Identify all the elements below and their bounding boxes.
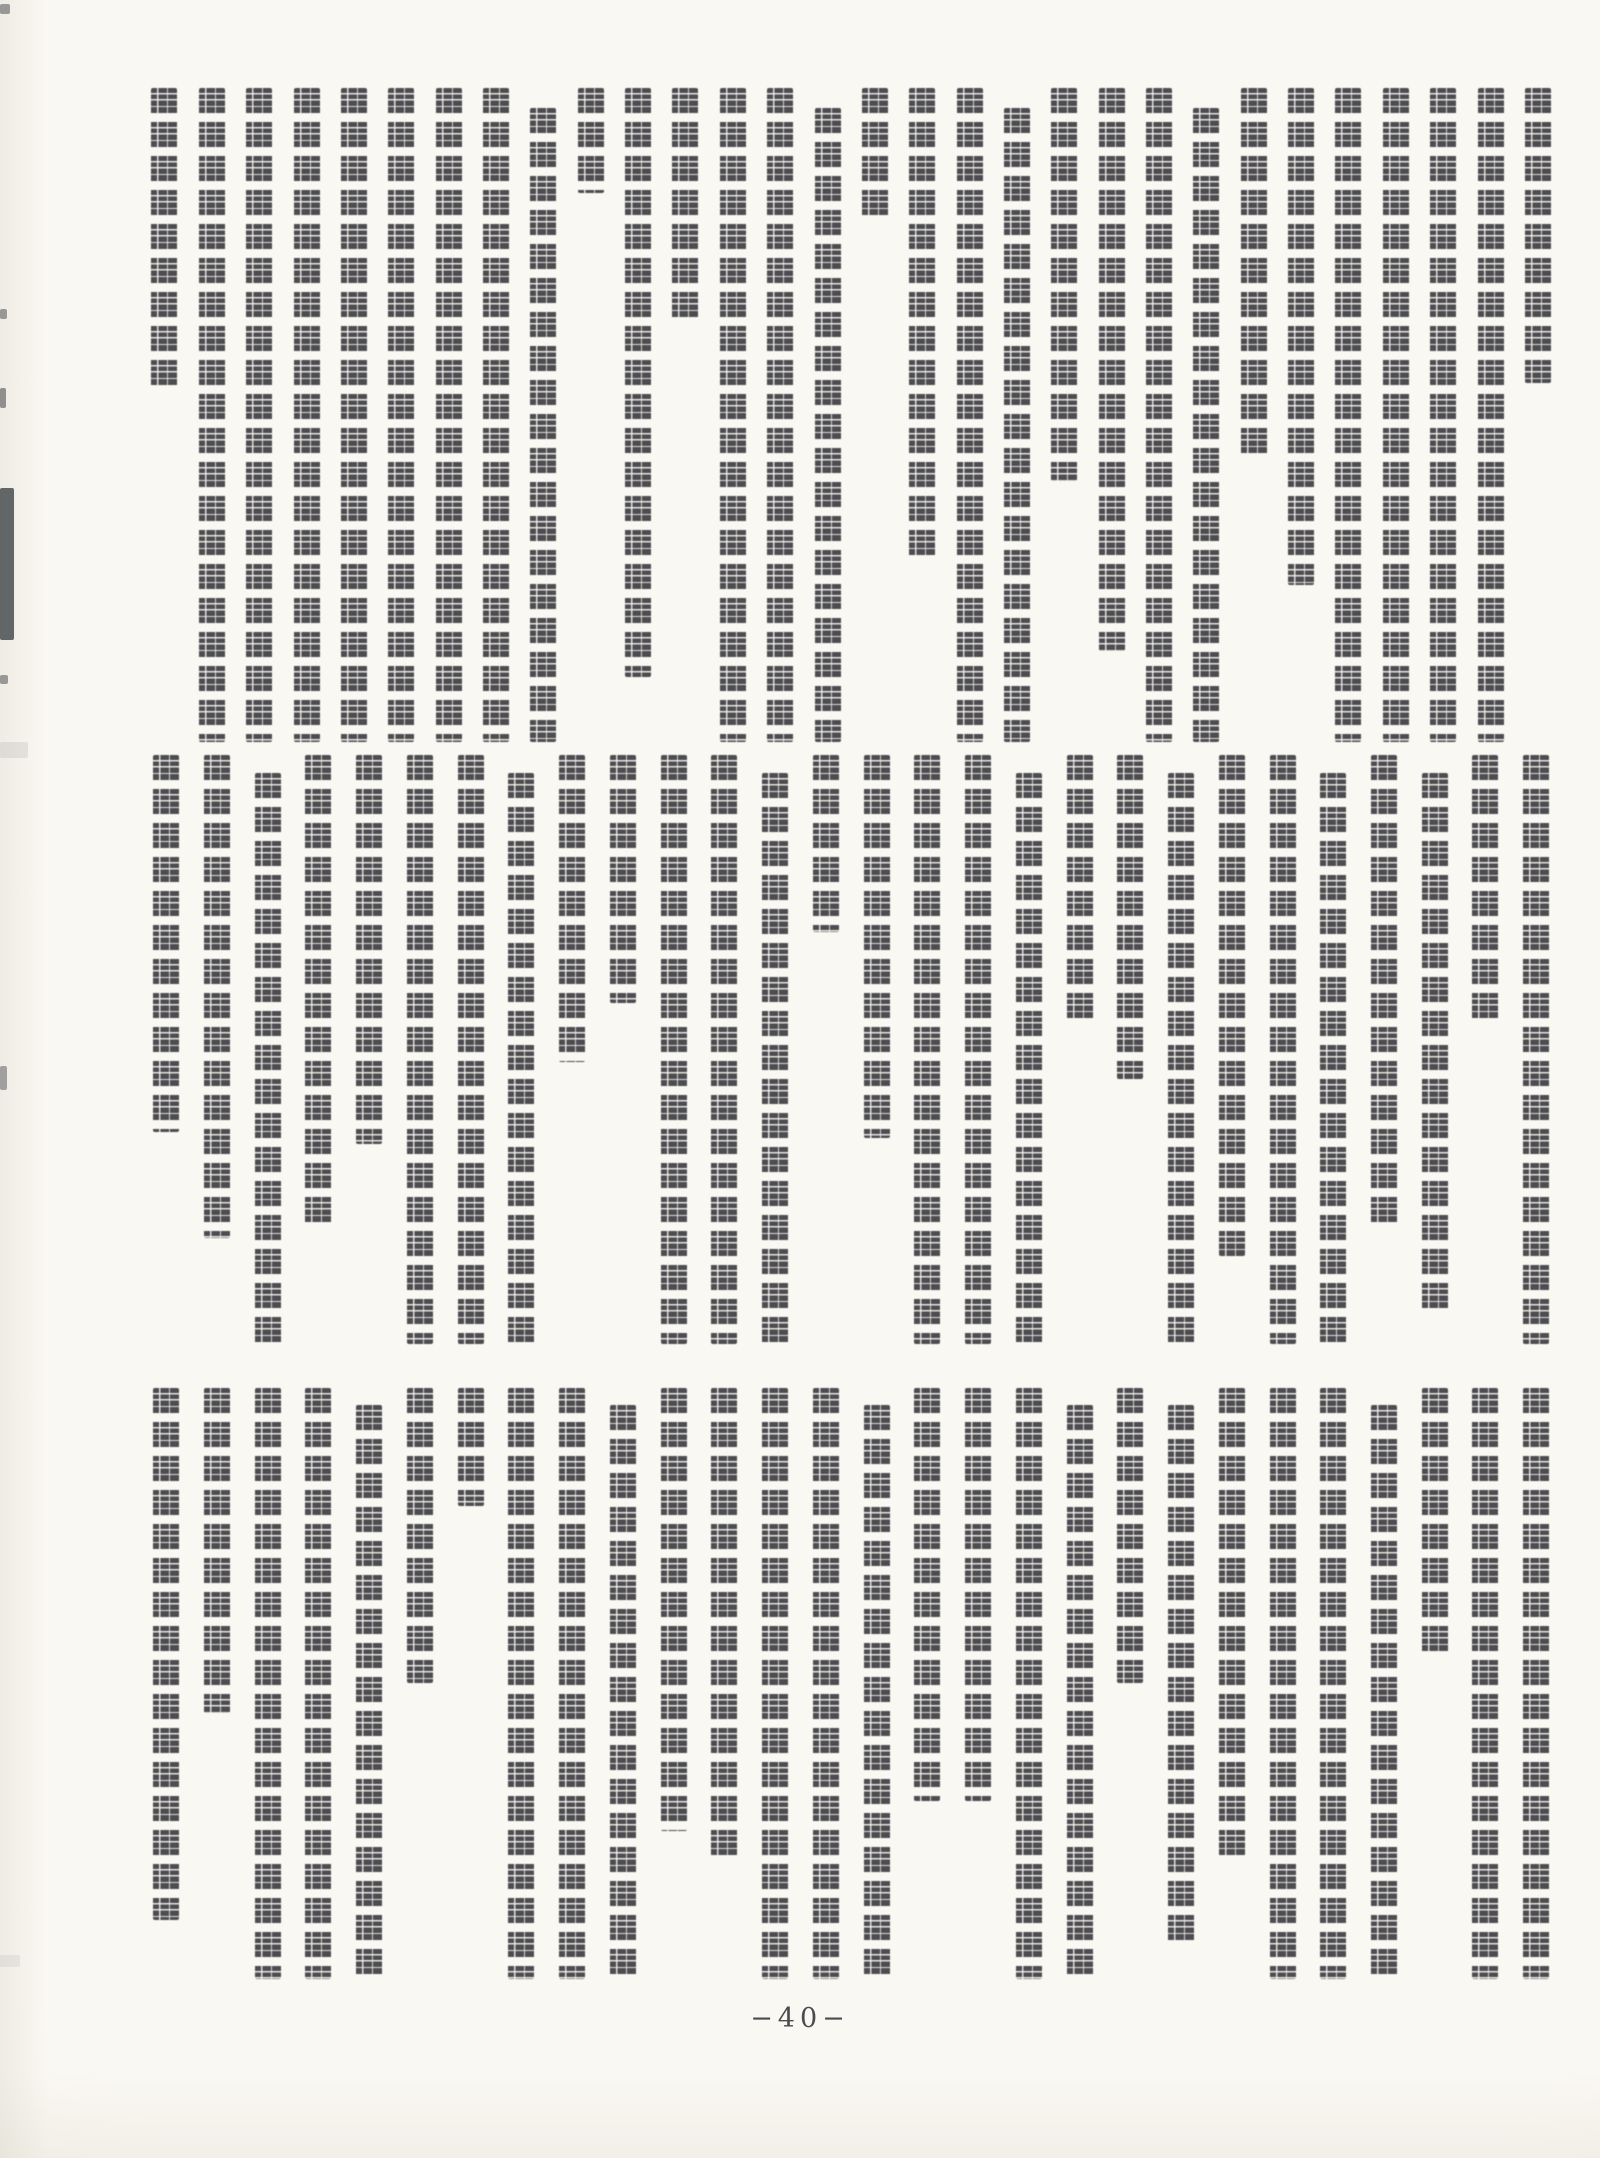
scan-artifact (0, 488, 14, 640)
redacted-text-line (914, 755, 940, 1344)
redacted-text-line (762, 773, 788, 1344)
text-column (242, 755, 293, 1344)
redacted-text-line (1523, 755, 1549, 1344)
redacted-text-line (711, 755, 737, 1344)
redacted-text-line (1117, 755, 1143, 1079)
text-column (1135, 88, 1182, 742)
redacted-text-line (1193, 108, 1219, 742)
redacted-text-line (1016, 773, 1042, 1344)
redacted-text-line (436, 88, 462, 742)
page-number: −40− (750, 2002, 850, 2034)
text-column (902, 1388, 953, 1979)
text-column (993, 88, 1040, 742)
text-column (851, 88, 898, 742)
text-column (242, 1388, 293, 1979)
redacted-text-line (672, 88, 698, 323)
text-column (141, 1388, 192, 1979)
text-column (445, 755, 496, 1344)
text-column (699, 1388, 750, 1979)
redacted-text-line (661, 755, 687, 1344)
text-column (1156, 755, 1207, 1344)
text-column (756, 88, 803, 742)
redacted-text-line (864, 1405, 890, 1979)
text-column (1511, 1388, 1562, 1979)
text-column (344, 755, 395, 1344)
text-block-2 (141, 755, 1562, 1344)
text-column (598, 1388, 649, 1979)
redacted-text-line (458, 755, 484, 1344)
text-column (946, 88, 993, 742)
text-block-1 (141, 88, 1562, 742)
redacted-text-line (1270, 755, 1296, 1344)
redacted-text-line (578, 88, 604, 193)
redacted-text-line (1371, 1405, 1397, 1979)
text-column (699, 755, 750, 1344)
text-column (648, 1388, 699, 1979)
text-column (1054, 755, 1105, 1344)
text-column (496, 755, 547, 1344)
text-column (141, 88, 188, 742)
redacted-text-line (1335, 88, 1361, 742)
text-column (614, 88, 661, 742)
redacted-text-line (813, 755, 839, 932)
redacted-text-line (559, 755, 585, 1061)
text-column (445, 1388, 496, 1979)
text-column (709, 88, 756, 742)
redacted-text-line (356, 1405, 382, 1979)
text-column (395, 755, 446, 1344)
text-column (1105, 1388, 1156, 1979)
redacted-text-line (1288, 88, 1314, 585)
redacted-text-line (815, 108, 841, 742)
redacted-text-line (1320, 1388, 1346, 1979)
redacted-text-line (1525, 88, 1551, 382)
text-column (1277, 88, 1324, 742)
text-column (899, 88, 946, 742)
text-column (520, 88, 567, 742)
text-column (567, 88, 614, 742)
text-column (1409, 755, 1460, 1344)
text-column (1257, 1388, 1308, 1979)
text-column (236, 88, 283, 742)
text-column (851, 1388, 902, 1979)
text-column (1409, 1388, 1460, 1979)
redacted-text-line (1430, 88, 1456, 742)
text-column (1308, 755, 1359, 1344)
text-column (547, 1388, 598, 1979)
text-column (283, 88, 330, 742)
text-column (1041, 88, 1088, 742)
text-column (425, 88, 472, 742)
text-column (804, 88, 851, 742)
redacted-text-line (1478, 88, 1504, 742)
text-column (1206, 1388, 1257, 1979)
redacted-text-line (458, 1388, 484, 1506)
text-column (1054, 1388, 1105, 1979)
redacted-text-line (1219, 755, 1245, 1256)
scan-artifact (0, 1955, 20, 1967)
text-column (188, 88, 235, 742)
redacted-text-line (767, 88, 793, 742)
text-column (1230, 88, 1277, 742)
text-column (648, 755, 699, 1344)
redacted-text-line (204, 1388, 230, 1713)
text-column (1156, 1388, 1207, 1979)
scan-artifact (0, 742, 28, 758)
text-column (1372, 88, 1419, 742)
redacted-text-line (1219, 1388, 1245, 1861)
redacted-text-line (508, 773, 534, 1344)
redacted-text-line (153, 1388, 179, 1920)
redacted-text-line (1067, 755, 1093, 1020)
text-column (293, 755, 344, 1344)
redacted-text-line (483, 88, 509, 742)
text-column (1003, 755, 1054, 1344)
redacted-text-line (1472, 755, 1498, 1020)
redacted-text-line (1168, 773, 1194, 1344)
scan-artifact (0, 675, 8, 684)
text-column (1257, 755, 1308, 1344)
redacted-text-line (1168, 1405, 1194, 1949)
redacted-text-line (1422, 1388, 1448, 1654)
redacted-text-line (711, 1388, 737, 1861)
text-column (395, 1388, 446, 1979)
redacted-text-line (530, 108, 556, 742)
redacted-text-line (305, 1388, 331, 1979)
redacted-text-line (1051, 88, 1077, 480)
redacted-text-line (341, 88, 367, 742)
text-column (1420, 88, 1467, 742)
redacted-text-line (1067, 1405, 1093, 1979)
redacted-text-line (153, 755, 179, 1132)
text-column (902, 755, 953, 1344)
redacted-text-line (813, 1388, 839, 1979)
text-column (330, 88, 377, 742)
scan-artifact (0, 1066, 7, 1090)
text-column (662, 88, 709, 742)
text-column (1003, 1388, 1054, 1979)
redacted-text-line (1117, 1388, 1143, 1684)
text-column (547, 755, 598, 1344)
redacted-text-line (661, 1388, 687, 1831)
text-column (1460, 1388, 1511, 1979)
text-column (1359, 755, 1410, 1344)
text-column (344, 1388, 395, 1979)
redacted-text-line (255, 1388, 281, 1979)
redacted-text-line (407, 1388, 433, 1684)
redacted-text-line (1422, 773, 1448, 1315)
redacted-text-line (914, 1388, 940, 1802)
text-column (1183, 88, 1230, 742)
redacted-text-line (1016, 1388, 1042, 1979)
text-block-3 (141, 1388, 1562, 1979)
text-column (1460, 755, 1511, 1344)
redacted-text-line (1383, 88, 1409, 742)
text-column (378, 88, 425, 742)
redacted-text-line (1523, 1388, 1549, 1979)
text-column (800, 755, 851, 1344)
text-column (1308, 1388, 1359, 1979)
redacted-text-line (356, 755, 382, 1144)
redacted-text-line (720, 88, 746, 742)
redacted-text-line (909, 88, 935, 559)
redacted-text-line (508, 1388, 534, 1979)
text-column (192, 1388, 243, 1979)
redacted-text-line (1241, 88, 1267, 454)
text-column (1511, 755, 1562, 1344)
redacted-text-line (1371, 755, 1397, 1226)
text-column (1206, 755, 1257, 1344)
redacted-text-line (246, 88, 272, 742)
redacted-text-line (204, 755, 230, 1238)
redacted-text-line (1004, 108, 1030, 742)
redacted-text-line (294, 88, 320, 742)
redacted-text-line (1099, 88, 1125, 650)
redacted-text-line (1270, 1388, 1296, 1979)
text-column (472, 88, 519, 742)
redacted-text-line (625, 88, 651, 676)
redacted-text-line (610, 755, 636, 1002)
text-column (953, 1388, 1004, 1979)
redacted-text-line (559, 1388, 585, 1979)
text-column (851, 755, 902, 1344)
redacted-text-line (1146, 88, 1172, 742)
scan-artifact (0, 388, 6, 408)
text-column (496, 1388, 547, 1979)
redacted-text-line (864, 755, 890, 1138)
redacted-text-line (1472, 1388, 1498, 1979)
redacted-text-line (610, 1405, 636, 1979)
redacted-text-line (388, 88, 414, 742)
text-column (1514, 88, 1561, 742)
text-column (1359, 1388, 1410, 1979)
text-column (1467, 88, 1514, 742)
redacted-text-line (965, 755, 991, 1344)
redacted-text-line (957, 88, 983, 742)
text-column (750, 1388, 801, 1979)
text-column (1325, 88, 1372, 742)
redacted-text-line (762, 1388, 788, 1979)
text-column (1105, 755, 1156, 1344)
text-column (141, 755, 192, 1344)
redacted-text-line (305, 755, 331, 1226)
redacted-text-line (151, 88, 177, 389)
redacted-text-line (862, 88, 888, 219)
scan-artifact (0, 4, 10, 14)
redacted-text-line (965, 1388, 991, 1802)
redacted-text-line (255, 773, 281, 1344)
redacted-text-line (199, 88, 225, 742)
text-column (750, 755, 801, 1344)
text-column (192, 755, 243, 1344)
scan-artifact (0, 309, 7, 319)
text-column (598, 755, 649, 1344)
text-column (953, 755, 1004, 1344)
redacted-text-line (1320, 773, 1346, 1344)
text-column (800, 1388, 851, 1979)
text-column (1088, 88, 1135, 742)
redacted-text-line (407, 755, 433, 1344)
text-column (293, 1388, 344, 1979)
